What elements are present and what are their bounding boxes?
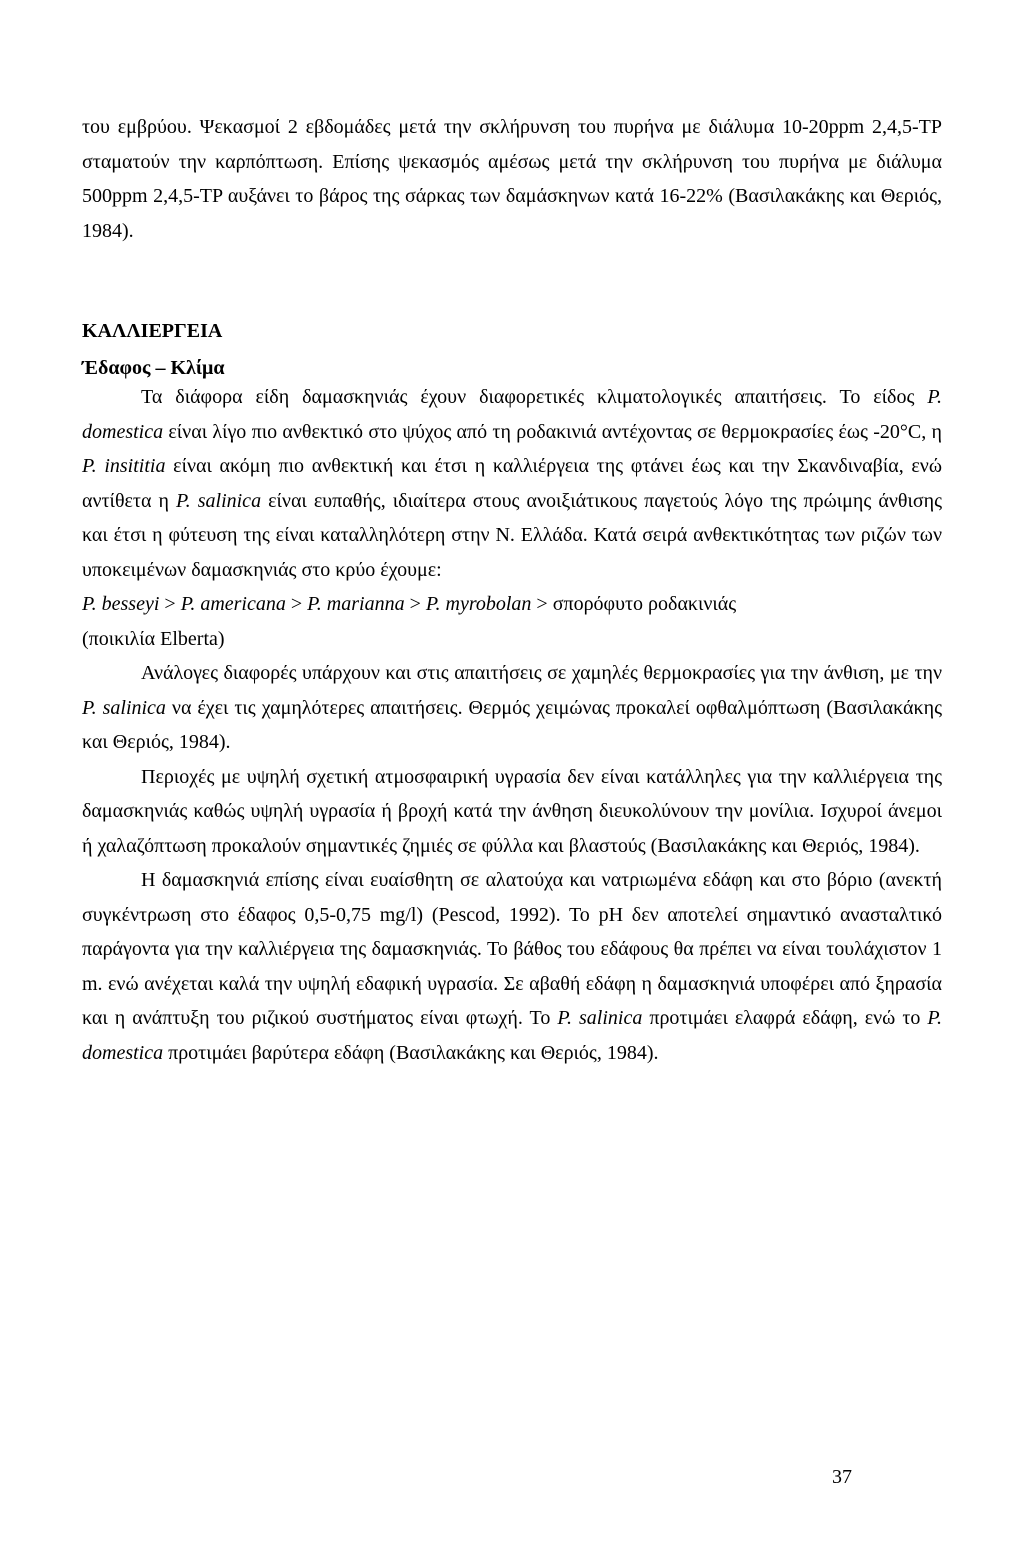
species-name: P. domestica — [82, 1007, 943, 1064]
intro-paragraph-block — [82, 110, 942, 248]
species-name: P. insititia — [82, 455, 166, 477]
separator: > — [159, 593, 181, 615]
text-run: Ανάλογες διαφορές υπάρχουν και στις απαιτήσεις σε χαμηλές θερμοκρασίες για την άνθιση, με την — [141, 662, 942, 684]
text-run: είναι ευπαθής, ιδιαίτερα στους ανοιξιάτικους παγετούς λόγο της πρώιμης άνθισης και έτσι η φύτευση της είναι καταλληλότερη στην Ν. Ελλάδα. Κατά σειρά ανθεκτικότητας των ριζών των υποκειμένων δαμασκηνιάς στο κρύο έχουμε: — [82, 489, 942, 581]
rootstock-ranking — [82, 587, 942, 622]
paragraph-humidity: Περιοχές με υψηλή σχετική ατμοσφαιρική υγρασία δεν είναι κατάλληλες για την καλλιέργεια της δαμασκηνιάς καθώς υψηλή υγρασία ή βροχή κατά την άνθηση διευκολύνουν την μονίλια. Ισχυροί άνεμοι ή χαλαζόπτωση προκαλούν σημαντικές ζημιές σε φύλλα και βλαστούς (Βασιλακάκης και Θεριός, 1984). — [82, 765, 942, 857]
section-title: ΚΑΛΛΙΕΡΓΕΙΑ — [82, 320, 223, 342]
species-name: P. besseyi — [82, 593, 160, 615]
ranking-note: (ποικιλία Elberta) — [82, 627, 225, 650]
species-name: P. marianna — [307, 593, 405, 615]
paragraph-soil — [82, 863, 942, 1070]
paragraph-climate — [82, 380, 942, 587]
species-name: P. americana — [180, 593, 286, 615]
text-run: να έχει τις χαμηλότερες απαιτήσεις. Θερμός χειμώνας προκαλεί οφθαλμόπτωση (Βασιλακάκης και Θεριός, 1984). — [82, 696, 942, 753]
species-name: P. myrobolan — [425, 593, 532, 615]
text-run: > σπορόφυτο ροδακινιάς — [531, 593, 737, 615]
text-run: προτιμάει ελαφρά εδάφη, ενώ το — [642, 1007, 928, 1029]
species-name: P. salinica — [557, 1007, 643, 1029]
text-run: είναι ακόμη πιο ανθεκτική και έτσι η καλλιέργεια της φτάνει έως και την Σκανδιναβία, ενώ αντίθετα η — [82, 455, 942, 512]
text-run: είναι λίγο πιο ανθεκτικό στο ψύχος από τη ροδακινιά αντέχοντας σε θερμοκρασίες έως -20°C, η — [163, 420, 942, 443]
species-name: P. salinica — [82, 696, 166, 719]
text-run: Τα διάφορα είδη δαμασκηνιάς έχουν διαφορετικές κλιματολογικές απαιτήσεις. Το είδος — [141, 386, 928, 408]
text-run: Η δαμασκηνιά επίσης είναι ευαίσθητη σε αλατούχα και νατριωμένα εδάφη και στο βόριο (ανεκτή συγκέντρωση στο έδαφος 0,5-0,75 mg/l) (Pescod, 1992). Το pH δεν αποτελεί σημαντικό ανασταλτικό παράγοντα για την καλλιέργεια της δαμασκηνιάς. Το βάθος του εδάφους θα πρέπει να είναι τουλάχιστον 1 m. ενώ ανέχεται καλά την υψηλή εδαφική υγρασία. Σε αβαθή εδάφη η δαμασκηνιά υποφέρει από ξηρασία και η ανάπτυξη του ριζικού συστήματος είναι φτωχή. Το — [82, 869, 942, 1029]
species-name: P. salinica — [176, 489, 262, 512]
separator: > — [404, 593, 426, 615]
page-number: 37 — [832, 1466, 852, 1488]
subsection-title: Έδαφος – Κλίμα — [82, 357, 225, 379]
species-name: P. domestica — [82, 386, 942, 443]
paragraph-chilling — [82, 656, 942, 760]
text-run: προτιμάει βαρύτερα εδάφη (Βασιλακάκης και Θεριός, 1984). — [163, 1041, 659, 1064]
section-heading-block — [82, 314, 942, 349]
separator: > — [285, 593, 308, 615]
main-body — [82, 380, 942, 1070]
intro-paragraph: του εμβρύου. Ψεκασμοί 2 εβδομάδες μετά την σκλήρυνση του πυρήνα με διάλυμα 10-20ppm 2,4,5-TP σταματούν την καρπόπτωση. Επίσης ψεκασμός αμέσως μετά την σκλήρυνση του πυρήνα με διάλυμα 500ppm 2,4,5-TP αυξάνει το βάρος της σάρκας των δαμάσκηνων κατά 16-22% (Βασιλακάκης και Θεριός, 1984). — [82, 116, 942, 242]
